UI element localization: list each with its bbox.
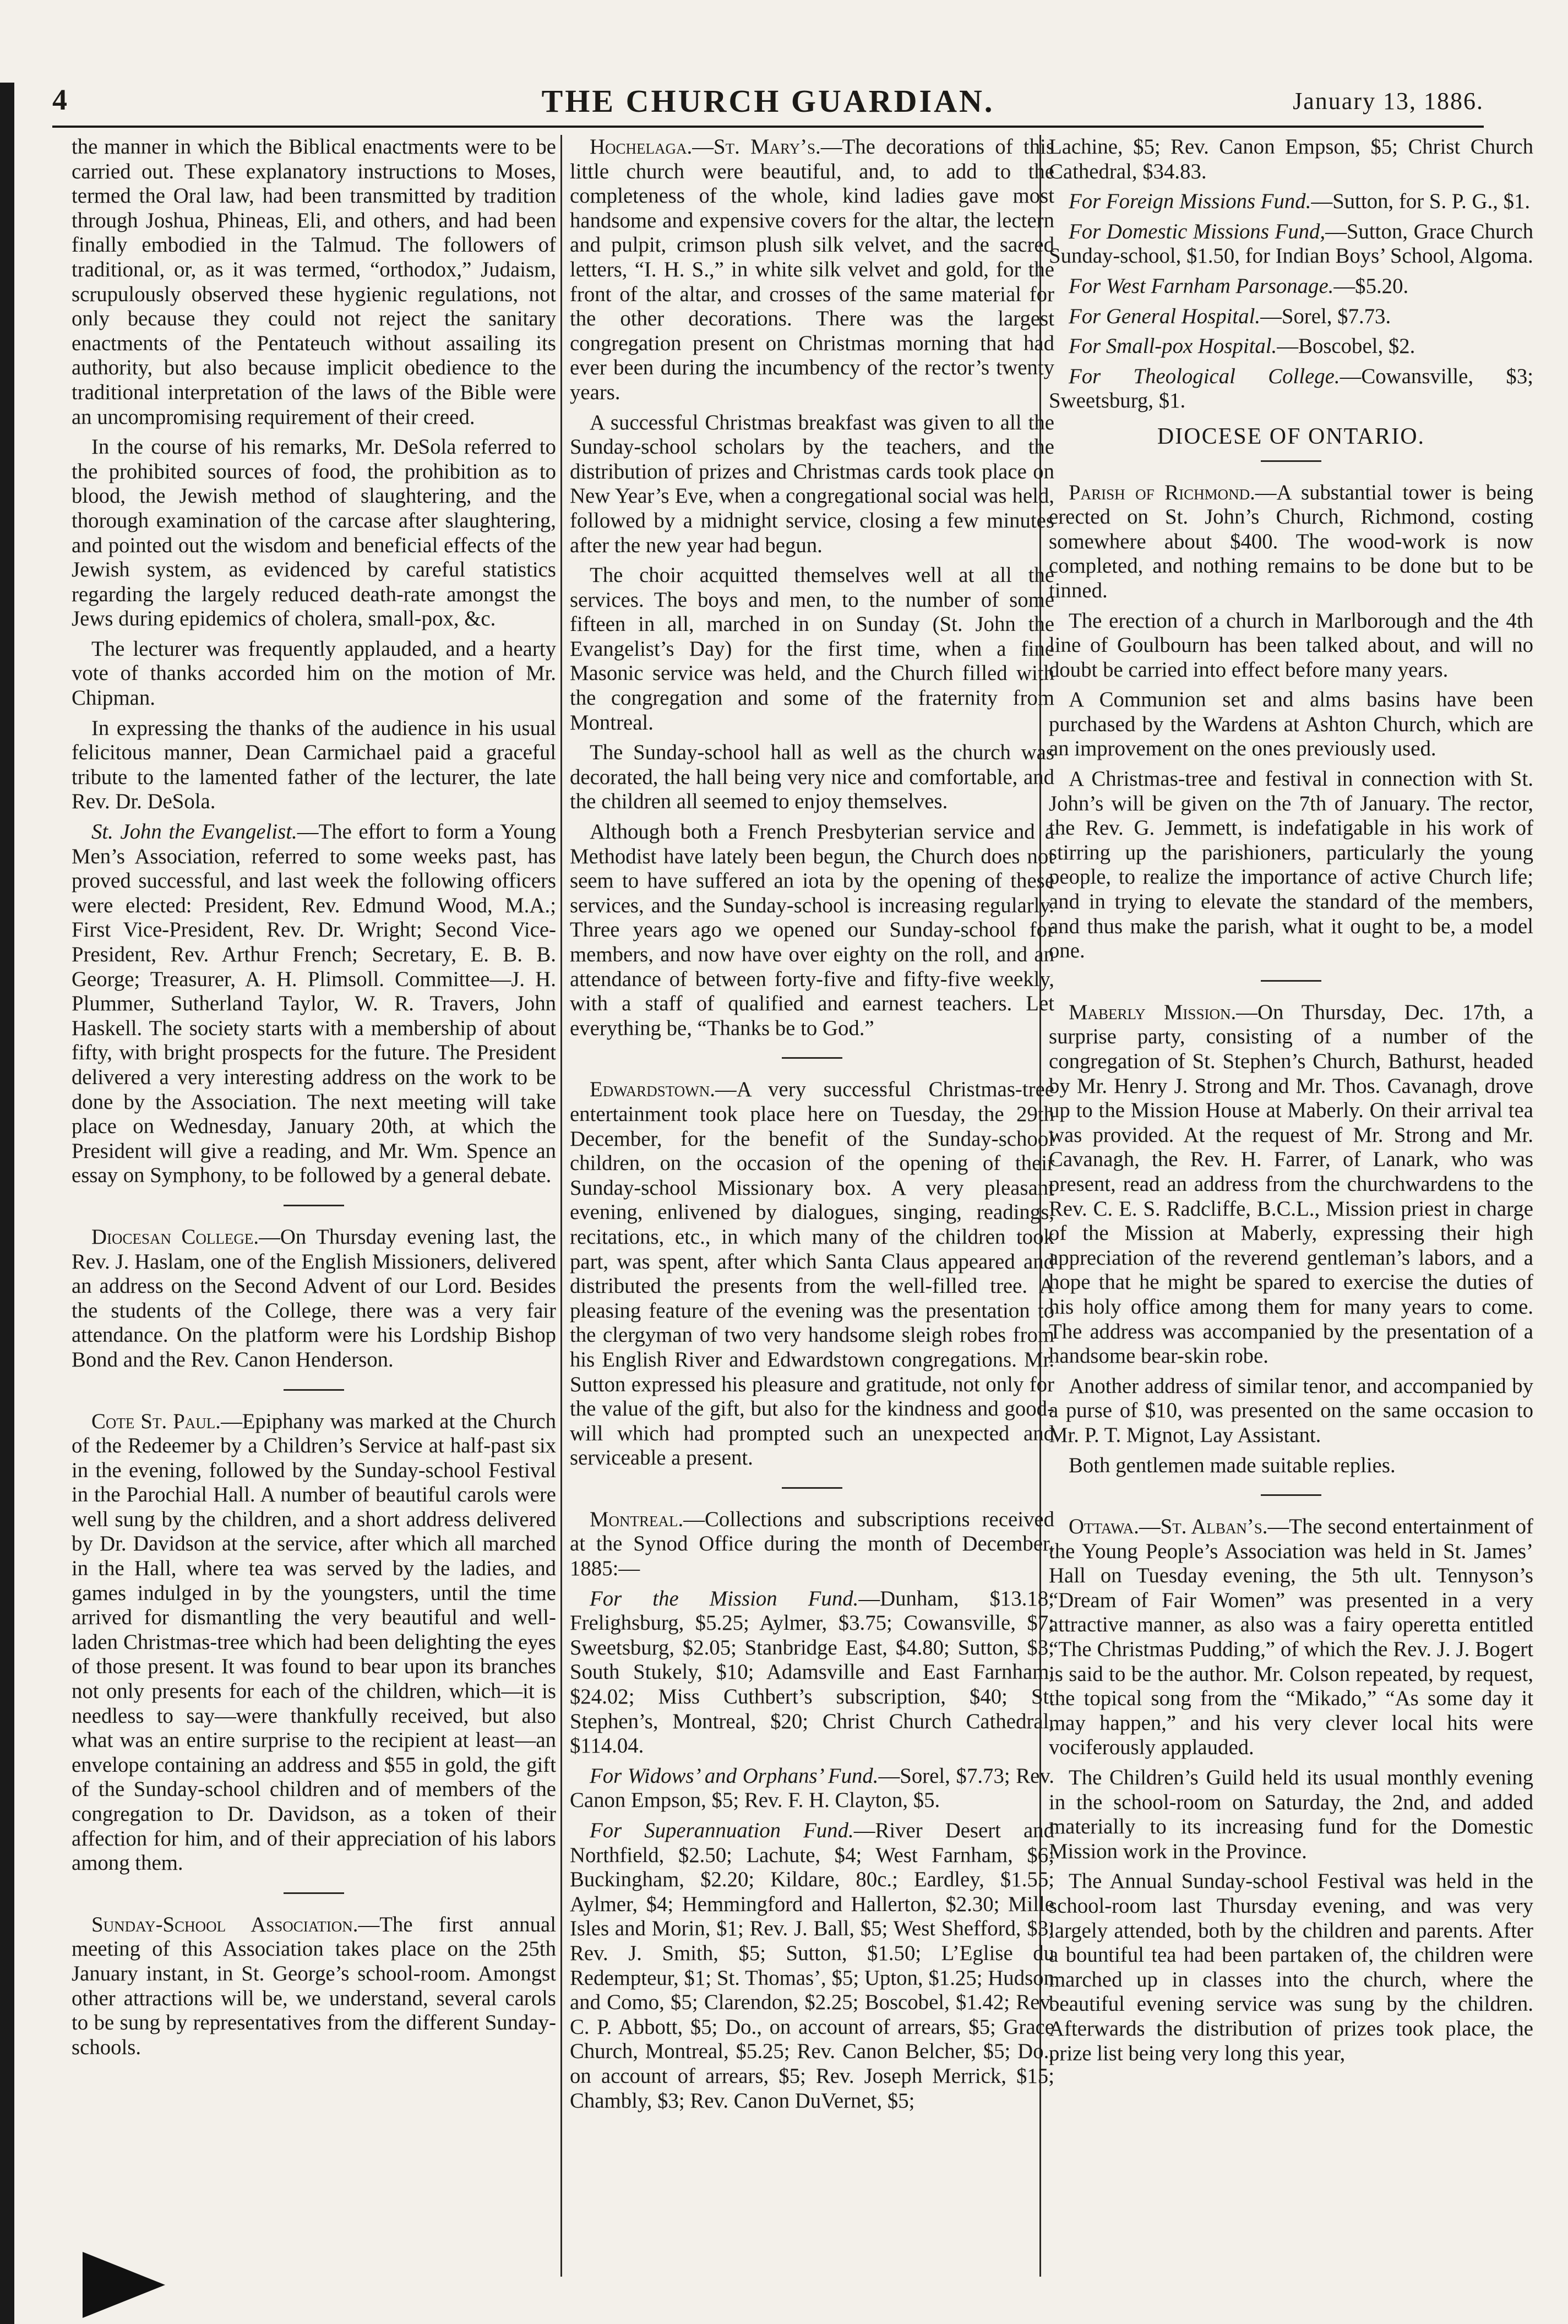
- paragraph: For West Farnham Parsonage.—$5.20.: [1069, 274, 1409, 298]
- paragraph: A Communion set and alms basins have been purchased by the Wardens at Ashton Church, which are an improvement on the ones previously used.: [1049, 688, 1533, 761]
- fund-heading: For Domestic Missions Fund,: [1069, 219, 1326, 243]
- paragraph: For Foreign Missions Fund.—Sutton, for S. P. G., $1.: [1069, 189, 1531, 214]
- article-heading: Diocesan College.: [91, 1224, 259, 1249]
- article-heading: Ottawa.—St. Alban’s.: [1069, 1515, 1268, 1539]
- separator-rule: [1261, 980, 1321, 982]
- issue-date: January 13, 1886.: [1293, 88, 1484, 115]
- paragraph: The erection of a church in Marlborough and the 4th line of Goulbourn has been talked about, and will no doubt be carried into effect before many years.: [1049, 608, 1533, 682]
- paragraph: Maberly Mission.—On Thursday, Dec. 17th, a surprise party, consisting of a number of the congregation of St. Stephen’s Church, Bathurst, headed by Mr. Henry J. Strong and Mr. Thos. Cavanagh, drove up to the Mission House at Maberly. On their arrival tea was provided. At the request of Mr. Strong and Mr. Cavanagh, the Rev. H. Farrer, of Lanark, who was present, read an address from the churchwardens to the Rev. C. E. S. Radcliffe, B.C.L., Mission priest in charge of the Mission at Maberly, expressing their high appreciation of the reverend gentleman’s labors, and a hope that he might be spared to exercise the duties of his holy office among them for many years to come. The address was accompanied by the presentation of a handsome bear-skin robe.: [1049, 1000, 1534, 1368]
- paragraph: Ottawa.—St. Alban’s.—The second entertainment of the Young People’s Association was held in St. James’ Hall on Tuesday evening, the 5th ult. Tennyson’s “Dream of Fair Women” was presented in a very attractive manner, as also was a fairy operetta entitled “The Christmas Pudding,” of which the Rev. J. J. Bogert is said to be the author. Mr. Colson repeated, by request, the topical song from the “Mikado,” “As some day it may happen,” and his very clever local hits were vociferously applauded.: [1049, 1515, 1533, 1760]
- paragraph: Although both a French Presbyterian service and a Methodist have lately been begun, the Church does not seem to have suffered an iota by the opening of these services, and the Sunday-school is increasing regularly. Three years ago we opened our Sunday-school for members, and now have over eighty on the roll, and an attendance of between forty-five and fifty-five weekly, with a staff of qualified and earnest teachers. Let everything be, “Thanks be to God.”: [570, 820, 1054, 1040]
- paragraph: For General Hospital.—Sorel, $7.73.: [1069, 304, 1391, 328]
- fund-heading: For Foreign Missions Fund.: [1069, 189, 1311, 214]
- separator-rule: [1261, 1494, 1321, 1496]
- paragraph: Diocesan College.—On Thursday evening last, the Rev. J. Haslam, one of the English Missioners, delivered an address on the Second Advent of our Lord. Besides the students of the College, there was a very fair attendance. On the platform were his Lordship Bishop Bond and the Rev. Canon Henderson.: [72, 1224, 556, 1371]
- paragraph: The choir acquitted themselves well at all the services. The boys and men, to the number of some fifteen in all, marched in on Sunday (St. John the Evangelist’s Day) for the first time, when a fine Masonic service was held, and the Church filled with the congregation and some of the fraternity from Montreal.: [570, 563, 1054, 734]
- fund-heading: For West Farnham Parsonage.: [1069, 274, 1334, 298]
- paragraph: the manner in which the Biblical enactments were to be carried out. These explanatory instructions to Moses, termed the Oral law, had been transmitted by tradition through Joshua, Phineas, Eli, and others, and had been finally embodied in the Talmud. The followers of traditional, or, as it was termed, “orthodox,” Judaism, scrupulously observed these hygienic regulations, not only because they could not reject the sanitary enactments of the Pentateuch without assailing its authority, but also because implicit obedience to the traditional interpretation of the laws of the Bible were an uncompromising requirement of their creed.: [72, 135, 556, 429]
- paragraph: Hochelaga.—St. Mary’s.—The decorations of this little church were beautiful, and, to add to the completeness of the whole, kind ladies gave most handsome and expensive covers for the altar, the lectern and pulpit, crimson plush silk velvet, and the sacred letters, “I. H. S.,” in white silk velvet and gold, for the front of the altar, and crosses of the same material for the other decorations. There was the largest congregation present on Christmas morning that had ever been during the incumbency of the rector’s twenty years.: [570, 135, 1054, 404]
- article-heading: Edwardstown.: [590, 1077, 715, 1102]
- separator-rule: [284, 1892, 344, 1894]
- separator-rule: [782, 1487, 842, 1489]
- paragraph: For Small-pox Hospital.—Boscobel, $2.: [1069, 334, 1415, 358]
- paragraph: Both gentlemen made suitable replies.: [1069, 1453, 1396, 1477]
- paragraph: The Sunday-school hall as well as the church was decorated, the hall being very nice and comfortable, and the children all seemed to enjoy themselves.: [570, 741, 1054, 814]
- column-1: [72, 135, 556, 2065]
- paragraph: In expressing the thanks of the audience in his usual felicitous manner, Dean Carmichael paid a graceful tribute to the lamented father of the lecturer, the late Rev. Dr. DeSola.: [72, 716, 556, 814]
- separator-rule: [284, 1389, 344, 1391]
- article-heading: Cote St. Paul.: [91, 1409, 221, 1433]
- separator-rule: [782, 1057, 842, 1059]
- fund-heading: For Widows’ and Orphans’ Fund.: [590, 1764, 879, 1788]
- fund-heading: For Small-pox Hospital.: [1069, 334, 1277, 358]
- column-3: [1049, 135, 1533, 2071]
- masthead: [52, 83, 1484, 127]
- paragraph: Sunday-School Association.—The first annual meeting of this Association takes place on the 25th January instant, in St. George’s school-room. Amongst other attractions will be, we understand, several carols to be sung by representatives from the different Sunday-schools.: [72, 1912, 556, 2059]
- paragraph: St. John the Evangelist.—The effort to form a Young Men’s Association, referred to some weeks past, has proved successful, and last week the following officers were elected: President, Rev. Edmund Wood, M.A.; First Vice-President, Rev. Dr. Wright; Second Vice-President, Rev. Arthur French; Secretary, E. B. B. George; Treasurer, A. H. Plimsoll. Committee—J. H. Plummer, Sutherland Taylor, W. R. Travers, John Haskell. The society starts with a membership of about fifty, with bright prospects for the future. The President delivered a very interesting address on the work to be done by the Association. The next meeting will take place on Wednesday, January 20th, at which the President will give a reading, and Mr. Wm. Spence an essay on Symphony, to be followed by a general debate.: [72, 820, 556, 1188]
- article-heading: Maberly Mission.: [1069, 1000, 1237, 1024]
- paragraph: Edwardstown.—A very successful Christmas-tree entertainment took place here on Tuesday, the 29th December, for the benefit of the Sunday-school children, on the occasion of the opening of their Sunday-school Missionary box. A very pleasant evening, enlivened by dialogues, singing, readings, recitations, etc., in which many of the children took part, was spent, after which Santa Claus appeared and distributed the presents from the well-filled tree. A pleasing feature of the evening was the presentation to the clergyman of two very handsome sleigh robes from his English River and Edwardstown congregations. Mr. Sutton expressed his pleasure and gratitude, not only for the value of the gift, but also for the kindness and good-will which had prompted such an unexpected and serviceable a present.: [570, 1077, 1054, 1470]
- scan-edge-bar: [0, 83, 14, 2324]
- paragraph: The lecturer was frequently applauded, and a hearty vote of thanks accorded him on the motion of Mr. Chipman.: [72, 636, 556, 710]
- paragraph: A Christmas-tree and festival in connection with St. John’s will be given on the 7th of January. The rector, the Rev. G. Jemmett, is indefatigable in his work of stirring up the parishioners, particularly the young people, to realize the importance of active Church life; and in trying to elevate the standard of the members, and thus make the parish, what it ought to be, a model one.: [1049, 767, 1533, 963]
- masthead-rule: [52, 126, 1484, 128]
- section-heading: DIOCESE OF ONTARIO.: [1157, 423, 1425, 449]
- paragraph: The Annual Sunday-school Festival was held in the school-room last Thursday evening, and was very largely attended, both by the children and parents. After a bountiful tea had been partaken of, the children were marched up in classes into the church, where the beautiful evening service was sung by the children. Afterwards the distribution of prizes took place, the prize list being very long this year,: [1049, 1869, 1533, 2065]
- page-number: 4: [52, 83, 67, 116]
- separator-rule: [1261, 460, 1321, 462]
- paragraph: Cote St. Paul.—Epiphany was marked at the Church of the Redeemer by a Children’s Service at half-past six in the evening, followed by the Sunday-school Festival in the Parochial Hall. A number of beautiful carols were well sung by the children, and a short address delivered by Dr. Davidson at the service, after which all marched in the Hall, where tea was served by the ladies, and games indulged in by the youngsters, until the time arrived for dismantling the very beautiful and well-laden Christmas-tree which had been delighting the eyes of those present. It was found to bear upon its branches not only presents for each of the children, which—it is needless to say—were thankfully received, but also what was an entire surprise to the recipient at least—an envelope containing an address and $55 in gold, the gift of the Sunday-school children and of members of the congregation to Dr. Davidson, as a token of their affection for him, and of their appreciation of his labors among them.: [72, 1409, 557, 1875]
- article-heading: Sunday-School Association.: [91, 1912, 358, 1936]
- paragraph: The Children’s Guild held its usual monthly evening in the school-room on Saturday, the 2nd, and added materially to its increasing fund for the Domestic Mission work in the Province.: [1049, 1766, 1533, 1863]
- scan-corner-mark: [83, 2252, 165, 2318]
- paragraph: For Theological College.—Cowansville, $3; Sweetsburg, $1.: [1049, 364, 1533, 413]
- fund-heading: For the Mission Fund.: [590, 1586, 859, 1610]
- paragraph: For Superannuation Fund.—River Desert and Northfield, $2.50; Lachute, $4; West Farnham, $6; Buckingham, $2.20; Kildare, 80c.; Eardley, $1.55; Aylmer, $4; Hemmingford and Hallerton, $2.30; Mille Isles and Morin, $1; Rev. J. Ball, $5; West Shefford, $3; Rev. J. Smith, $5; Sutton, $1.50; L’Eglise du Redempteur, $1; St. Thomas’, $5; Upton, $1.25; Hudson and Como, $5; Clarendon, $2.25; Boscobel, $1.42; Rev. C. P. Abbott, $5; Do., on account of arrears, $5; Grace Church, Montreal, $5.25; Rev. Canon Belcher, $5; Do., on account of arrears, $5; Rev. Joseph Merrick, $15; Chambly, $3; Rev. Canon DuVernet, $5;: [570, 1819, 1054, 2113]
- article-heading: Montreal.: [590, 1507, 684, 1531]
- column-divider: [560, 135, 562, 2277]
- newspaper-title: THE CHURCH GUARDIAN.: [541, 83, 995, 119]
- fund-heading: For Superannuation Fund.: [590, 1819, 854, 1842]
- column-2: [570, 135, 1054, 2119]
- fund-heading: For Theological College.: [1069, 364, 1340, 388]
- paragraph: For Domestic Missions Fund,—Sutton, Grace Church Sunday-school, $1.50, for Indian Boys’ School, Algoma.: [1049, 219, 1533, 268]
- paragraph: For the Mission Fund.—Dunham, $13.18; Frelighsburg, $5.25; Aylmer, $3.75; Cowansville, $7; Sweetsburg, $2.05; Stanbridge East, $4.80; Sutton, $3; South Stukely, $10; Adamsville and East Farnham, $24.02; Miss Cuthbert’s subscription, $40; St. Stephen’s, Montreal, $20; Christ Church Cathedral, $114.04.: [570, 1586, 1054, 1758]
- article-heading: Parish of Richmond.: [1069, 480, 1255, 504]
- separator-rule: [284, 1205, 344, 1206]
- paragraph: Parish of Richmond.—A substantial tower is being erected on St. John’s Church, Richmond, costing somewhere about $400. The wood-work is now completed, and nothing remains to be done but to be tinned.: [1049, 480, 1533, 602]
- fund-heading: For General Hospital.: [1069, 304, 1261, 328]
- paragraph: In the course of his remarks, Mr. DeSola referred to the prohibited sources of food, the prohibition as to blood, the Jewish method of slaughtering, and the thorough examination of the carcase after slaughtering, and pointed out the wisdom and beneficial effects of the Jewish system, as evidenced by careful statistics regarding the largely reduced death-rate amongst the Jews during epidemics of cholera, small-pox, &c.: [72, 435, 556, 631]
- paragraph: Another address of similar tenor, and accompanied by a purse of $10, was presented on the same occasion to Mr. P. T. Mignot, Lay Assistant.: [1049, 1374, 1533, 1447]
- paragraph: Montreal.—Collections and subscriptions received at the Synod Office during the month of December, 1885:—: [570, 1507, 1054, 1581]
- paragraph: Lachine, $5; Rev. Canon Empson, $5; Christ Church Cathedral, $34.83.: [1049, 135, 1533, 183]
- article-heading: St. John the Evangelist.: [91, 820, 297, 844]
- article-heading: Hochelaga.—St. Mary’s.: [590, 135, 821, 159]
- paragraph: A successful Christmas breakfast was given to all the Sunday-school scholars by the teachers, and the distribution of prizes and Christmas cards took place on New Year’s Eve, when a congregational social was held, followed by a midnight service, closing a few minutes after the new year had begun.: [570, 410, 1054, 557]
- paragraph: For Widows’ and Orphans’ Fund.—Sorel, $7.73; Rev. Canon Empson, $5; Rev. F. H. Clayton, $5.: [570, 1764, 1054, 1813]
